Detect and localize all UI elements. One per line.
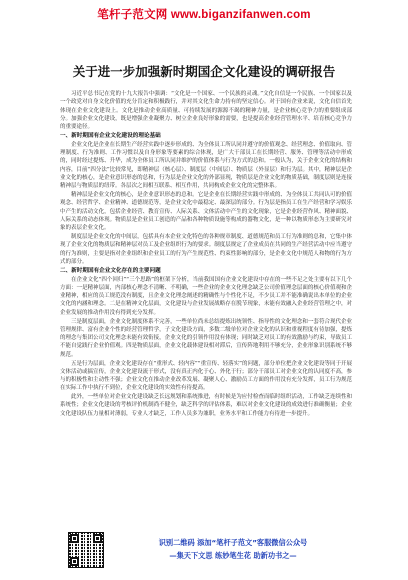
body-paragraph: 五是行为层面，企业文化建设存在“重形式、轻内容”“重宣传、轻落实”的问题，部分单位把企业文化建设等同于开展文体活动或搞宣传，企业文化建设流于形式，没有真正内化于心、外化于行；部分干部员工对企业文化的认同度不高，参与的积极性和主动性不强；企业文化在推动企业改革发展、凝聚人心、激励员工方面的作用没有充分发挥，员工行为规范在实际工作中执行不到位，企业文化建设的实效性有待提高。 bbox=[60, 360, 352, 392]
footer-line-2: —集天下文思 练妙笔生花 助新功书之— bbox=[169, 551, 297, 560]
footer bbox=[60, 532, 352, 572]
body-paragraph: 企业文化是企业在长期生产经营实践中逐步形成的、为全体员工所认同并遵守的价值观念、经营理念、价值取向、管理制度、行为准则、工作习惯以及自身形象等要素的综合体现，是广大干部员工在长期经营、服务、管理等活动中形成的，同时经过提炼、升华，成为全体员工所认同并维护的价值体系与行为方式的总和。一般认为，关于企业文化的结构和内容，目前“四分法”比较常见，即精神层（核心层）、制度层（中间层）、物质层（外显层）和行为层。其中，精神层是企业文化的核心，是企业意识形态的总和，行为层是企业文化的外部显现，物质层是企业文化的物质基础，制度层则是连接精神层与物质层的纽带。各层次之间相互联系、相互作用，共同构成企业文化的完整体系。 bbox=[60, 141, 352, 190]
document-title: 关于进一步加强新时期国企文化建设的调研报告 bbox=[72, 64, 336, 79]
document-body bbox=[60, 90, 352, 522]
body-paragraph: 三是制度层面，企业文化制度体系不完善，一些单位尚未总结提炼出统领性、指导性的文化理念和一套符合现代企业管理规律、富有企业个性的经营管理哲学，子文化建设方面，多数二级单位对企业文化的认识和重视程度有待加强，提炼的理念与集团公司文化理念未能有效衔接，企业文化的引领作用没有体现；同时缺乏对员工的有效激励与约束，导致员工不能自觉践行企业价值观。四是物质层面，企业文化载体建设相对滞后，宣传阵地利用不够充分，企业形象识别系统不够规范。 bbox=[60, 318, 352, 358]
footer-line-1: 识别二维码 添加“笔杆子范文”客服微信公众号 bbox=[158, 538, 308, 547]
qr-code-icon[interactable] bbox=[68, 532, 104, 568]
body-paragraph: 制度层是企业文化的中间层，包括具有本企业文化特色的各种规章制度、道德规范和员工行为准则的总和，它集中体现了企业文化的物质层和精神层对员工及企业组织行为的要求。制度层规定了企业成员在共同的生产经营活动中应当遵守的行为准则，主要是指对企业组织和企业员工的行为产生规范性、约束性影响的部分，是企业文化中规范人和物的行为方式的部分。 bbox=[60, 234, 352, 265]
section-heading: 一、新时期国有企业文化建设的理论基础 bbox=[60, 132, 161, 139]
body-paragraph: 此外，一些单位对企业文化建设缺乏长远规划和系统推进，有时候是为应付检查而临时组织活动，工作缺乏连续性和系统性；企业文化建设的考核评价机制尚不健全，缺乏科学的评估体系，难以对企业文化建设的成效进行准确衡量；企业文化建设队伍力量相对薄弱，专业人才缺乏，工作人员多为兼职，业务水平和工作能力有待进一步提升。 bbox=[60, 394, 352, 417]
site-header bbox=[0, 0, 408, 26]
section-heading: 二、新时期国有企业文化存在的主要问题 bbox=[60, 267, 161, 274]
body-paragraph: 精神层是企业文化的核心，是企业意识形态的总和。它是企业在长期经营实践中形成的、为全体员工共同认可的价值观念、经营哲学、企业精神、道德规范等，是企业文化中最稳定、最深层的部分。行为层是指员工在生产经营和学习娱乐中产生的活动文化，包括企业经营、教育宣传、人际关系、文体活动中产生的文化现象，它是企业经营作风、精神面貌、人际关系的动态体现。物质层是企业员工创造的产品和各种物质设施等构成的器物文化，是一种以物质形态为主要研究对象的表层企业文化。 bbox=[60, 192, 352, 232]
site-header-text: 笔杆子范文网 www.biganzifanwen.com bbox=[97, 9, 311, 21]
body-paragraph: 在企业文化“四个回归”“三个思路”的框架下分析，当前我国国有企业文化建设中存在的一些不足之处主要有以下几个方面：一是精神层面，内部核心理念不清晰、不明确，一些企业的企业文化理念缺乏公司价值理念层面的核心价值观和企业精神，相应的员工规范没有制度，且企业文化理念阐述的精确性与个性化不足，不少员工并不能准确说出本单位的企业文化的内涵和理念。二是在精神文化层面，文化建设与企业发展战略存在脱节现象，未能有效融入企业经营管理之中，对企业发展的推动作用没有得到充分发挥。 bbox=[60, 276, 352, 316]
body-paragraph: 习近平总书记在党的十九大报告中强调：“文化是一个国家、一个民族的灵魂。”文化自信是一个民族、一个国家以及一个政党对自身文化价值的充分肯定和积极践行，并对其文化生命力持有的坚定信心。对于国有企业来说，文化自信首先体现在企业文化建设上。文化是推动企业高质量、可持续发展的源源不竭的精神力量，是企业核心竞争力的重要组成部分。加强企业文化建设，既是增强企业凝聚力、树立企业良好形象的需要，也是提高企业经营管理水平、培育核心竞争力的重要途径。 bbox=[60, 91, 352, 131]
